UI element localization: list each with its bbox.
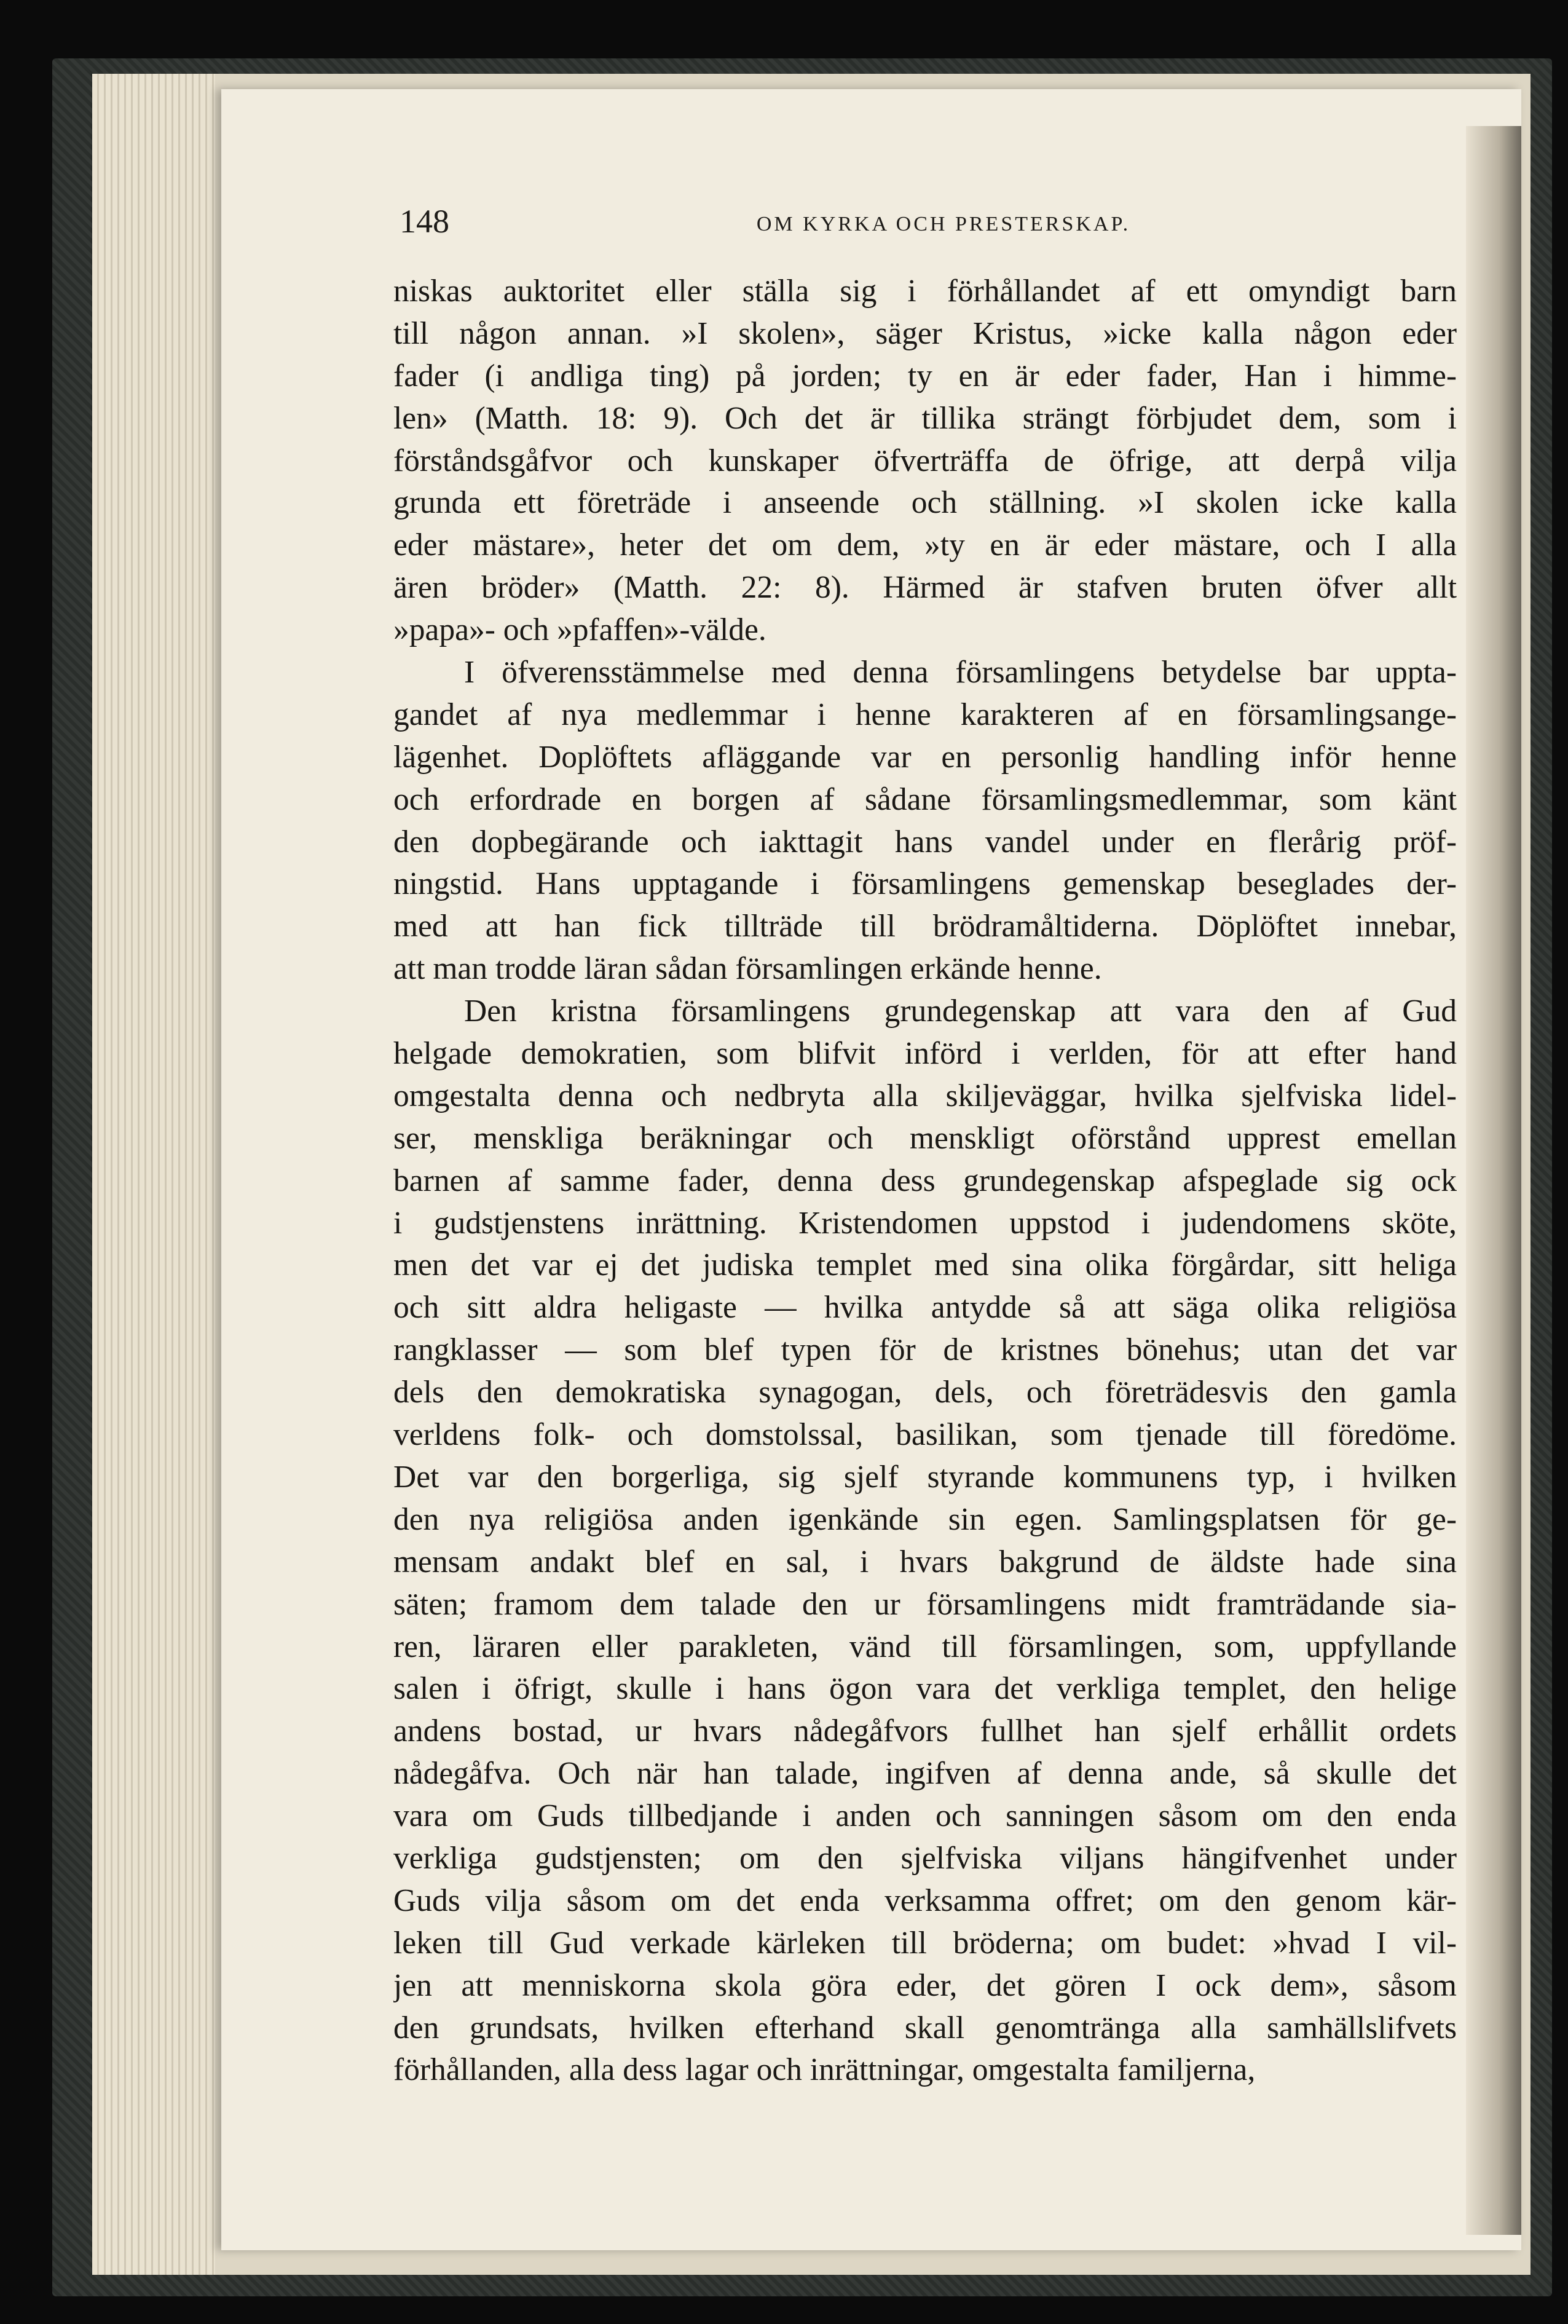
text-line: barnen af samme fader, denna dess grundegenskap afspeglade sig ock	[393, 1163, 1457, 1198]
text-line: och sitt aldra heligaste — hvilka antydde så att säga olika religiösa	[393, 1290, 1457, 1326]
text-line: till någon annan. »I skolen», säger Kristus, »icke kalla någon eder	[393, 315, 1457, 351]
text-line: förhållanden, alla dess lagar och inrättningar, omgestalta familjerna,	[393, 2052, 1256, 2088]
text-line: verkliga gudstjensten; om den sjelfviska viljans hängifvenhet under	[393, 1840, 1457, 1876]
page-number: 148	[400, 203, 449, 240]
page-header	[400, 200, 1451, 243]
text-line: andens bostad, ur hvars nådegåfvors fullhet han sjelf erhållit ordets	[393, 1713, 1457, 1749]
running-title: OM KYRKA OCH PRESTERSKAP.	[756, 213, 1131, 235]
text-line: verldens folk- och domstolssal, basilikan, som tjenade till föredöme.	[393, 1417, 1457, 1453]
text-line: och erfordrade en borgen af sådane församlingsmedlemmar, som känt	[393, 781, 1457, 817]
text-line: helgade demokratien, som blifvit införd i verlden, för att efter hand	[393, 1036, 1457, 1072]
text-line: eder mästare», heter det om dem, »ty en är eder mästare, och I alla	[393, 528, 1457, 563]
text-line: ären bröder» (Matth. 22: 8). Härmed är stafven bruten öfver allt	[393, 570, 1457, 606]
text-line: med att han fick tillträde till brödramåltiderna. Döplöftet innebar,	[393, 909, 1457, 944]
text-line: den nya religiösa anden igenkände sin egen. Samlingsplatsen för ge-	[393, 1501, 1457, 1537]
text-line: Den kristna församlingens grundegenskap att vara den af Gud	[464, 994, 1457, 1029]
text-line: fader (i andliga ting) på jorden; ty en är eder fader, Han i himme-	[393, 358, 1457, 393]
text-line: Det var den borgerliga, sig sjelf styrande kommunens typ, i hvilken	[393, 1459, 1457, 1495]
text-line: förståndsgåfvor och kunskaper öfverträffa de öfrige, att derpå vilja	[393, 443, 1457, 478]
text-line: »papa»- och »pfaffen»-välde.	[393, 612, 766, 648]
text-line: salen i öfrigt, skulle i hans ögon vara det verkliga templet, den helige	[393, 1671, 1457, 1707]
text-line: jen att menniskorna skola göra eder, det gören I ock dem», såsom	[393, 1967, 1457, 2003]
text-line: len» (Matth. 18: 9). Och det är tillika strängt förbjudet dem, som i	[393, 400, 1457, 436]
text-line: den dopbegärande och iakttagit hans vandel under en flerårig pröf-	[393, 824, 1457, 860]
paragraph	[393, 271, 1457, 652]
body-text	[393, 271, 1457, 2092]
text-line: vara om Guds tillbedjande i anden och sanningen såsom om den enda	[393, 1798, 1457, 1834]
paragraph	[393, 652, 1457, 990]
text-line: niskas auktoritet eller ställa sig i förhållandet af ett omyndigt barn	[393, 274, 1457, 309]
text-line: Guds vilja såsom om det enda verksamma offret; om den genom kär-	[393, 1883, 1457, 1918]
text-line: omgestalta denna och nedbryta alla skiljeväggar, hvilka sjelfviska lidel-	[393, 1078, 1457, 1113]
paragraph	[393, 990, 1457, 2092]
text-line: nådegåfva. Och när han talade, ingifven af denna ande, så skulle det	[393, 1756, 1457, 1792]
text-line: men det var ej det judiska templet med sina olika förgårdar, sitt heliga	[393, 1247, 1457, 1283]
text-line: gandet af nya medlemmar i henne karakteren af en församlingsange-	[393, 697, 1457, 732]
text-line: att man trodde läran sådan församlingen erkände henne.	[393, 951, 1102, 987]
text-line: I öfverensstämmelse med denna församlingens betydelse bar uppta-	[464, 655, 1457, 690]
text-line: lägenhet. Doplöftets afläggande var en personlig handling inför henne	[393, 739, 1457, 775]
text-line: i gudstjenstens inrättning. Kristendomen uppstod i judendomens sköte,	[393, 1205, 1457, 1241]
text-line: dels den demokratiska synagogan, dels, och företrädesvis den gamla	[393, 1375, 1457, 1410]
text-line: rangklasser — som blef typen för de kristnes bönehus; utan det var	[393, 1332, 1457, 1368]
text-line: ren, läraren eller parakleten, vänd till församlingen, som, uppfyllande	[393, 1629, 1457, 1664]
text-line: säten; framom dem talade den ur församlingens midt framträdande sia-	[393, 1586, 1457, 1622]
text-line: den grundsats, hvilken efterhand skall genomtränga alla samhällslifvets	[393, 2010, 1457, 2045]
text-line: ningstid. Hans upptagande i församlingens gemenskap beseglades der-	[393, 866, 1457, 902]
text-line: leken till Gud verkade kärleken till bröderna; om budet: »hvad I vil-	[393, 1925, 1457, 1961]
page-gutter	[1466, 126, 1521, 2235]
text-line: mensam andakt blef en sal, i hvars bakgrund de äldste hade sina	[393, 1544, 1457, 1579]
text-line: grunda ett företräde i anseende och ställning. »I skolen icke kalla	[393, 485, 1457, 521]
text-line: ser, menskliga beräkningar och menskligt oförstånd upprest emellan	[393, 1120, 1457, 1156]
